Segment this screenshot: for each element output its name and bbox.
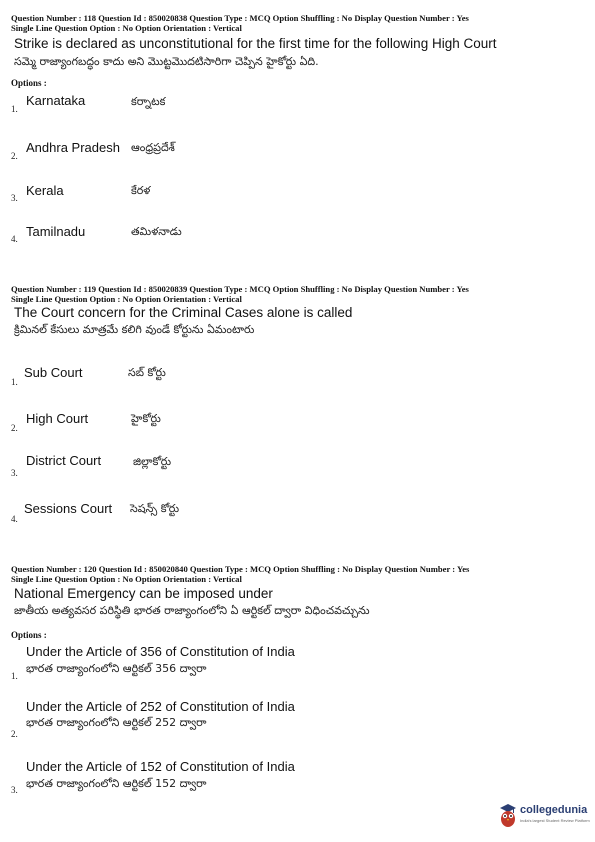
option-number: 3. [11,468,18,478]
option-number: 2. [11,151,18,161]
option-text-te: హైకోర్టు [131,412,161,425]
question-meta-line2: Single Line Question Option : No Option Orientation : Vertical [11,23,242,33]
question-text-te: జాతీయ అత్యవసర పరిస్థితి భారత రాజ్యాంగంలోని ఏ ఆర్టికల్ ద్వారా విధించవచ్చును [14,604,370,617]
question-text-te: క్రిమినల్ కేసులు మాత్రమే కలిగి వుండే కోర్టును ఏమంటారు [14,323,255,336]
question-text-en: National Emergency can be imposed under [14,586,273,601]
question-text-te: సమ్మె రాజ్యాంగబద్ధం కాదు అని మొట్టమొదటిసారిగా చెప్పిన హైకోర్టు ఏది. [14,55,319,68]
option-text-te: భారత రాజ్యాంగంలోని ఆర్టికల్ 152 ద్వారా [26,777,207,790]
option-text-en: Andhra Pradesh [26,140,120,155]
option-text-en: Kerala [26,183,64,198]
option-text-te: కేరళ [131,184,151,197]
option-text-te: ఆంధ్రప్రదేశ్ [131,141,175,154]
option-number: 3. [11,193,18,203]
options-label: Options : [11,630,47,640]
option-text-te: కర్నాటక [131,95,166,108]
question-meta-line1: Question Number : 119 Question Id : 850020839 Question Type : MCQ Option Shuffling : No Display Question Number : Yes [11,284,469,294]
option-text-te: భారత రాజ్యాంగంలోని ఆర్టికల్ 356 ద్వారా [26,662,207,675]
option-number: 4. [11,234,18,244]
question-meta-line2: Single Line Question Option : No Option Orientation : Vertical [11,294,242,304]
option-text-en: Under the Article of 252 of Constitution of India [26,699,295,714]
logo-wordmark: collegedunia [520,804,588,816]
option-number: 1. [11,671,18,681]
option-number: 1. [11,104,18,114]
option-text-te: తమిళనాడు [131,225,182,238]
option-text-en: Karnataka [26,93,86,108]
option-text-te: సెషన్స్ కోర్టు [130,502,180,515]
option-text-en: District Court [26,453,102,468]
option-text-en: Under the Article of 152 of Constitution of India [26,759,295,774]
collegedunia-logo [498,801,590,833]
graduate-owl-icon [498,802,518,828]
question-meta-line1: Question Number : 120 Question Id : 850020840 Question Type : MCQ Option Shuffling : No Display Question Number : Yes [11,564,470,574]
option-text-te: భారత రాజ్యాంగంలోని ఆర్టికల్ 252 ద్వారా [26,716,207,729]
question-meta-line2: Single Line Question Option : No Option Orientation : Vertical [11,574,242,584]
question-text-en: Strike is declared as unconstitutional for the first time for the following High Court [14,36,497,51]
option-number: 1. [11,377,18,387]
option-text-en: Tamilnadu [26,224,86,239]
option-number: 4. [11,514,18,524]
option-number: 2. [11,423,18,433]
option-number: 3. [11,785,18,795]
option-text-en: Under the Article of 356 of Constitution of India [26,644,295,659]
option-text-en: High Court [26,411,89,426]
options-label: Options : [11,78,47,88]
logo-tagline: India's largest Student Review Platform [520,818,590,823]
question-text-en: The Court concern for the Criminal Cases alone is called [14,305,353,320]
option-text-te: జిల్లాకోర్టు [133,455,172,468]
option-text-en: Sub Court [24,365,83,380]
option-text-te: సబ్ కోర్టు [128,366,166,379]
option-number: 2. [11,729,18,739]
question-meta-line1: Question Number : 118 Question Id : 850020838 Question Type : MCQ Option Shuffling : No Display Question Number : Yes [11,13,469,23]
option-text-en: Sessions Court [24,501,113,516]
